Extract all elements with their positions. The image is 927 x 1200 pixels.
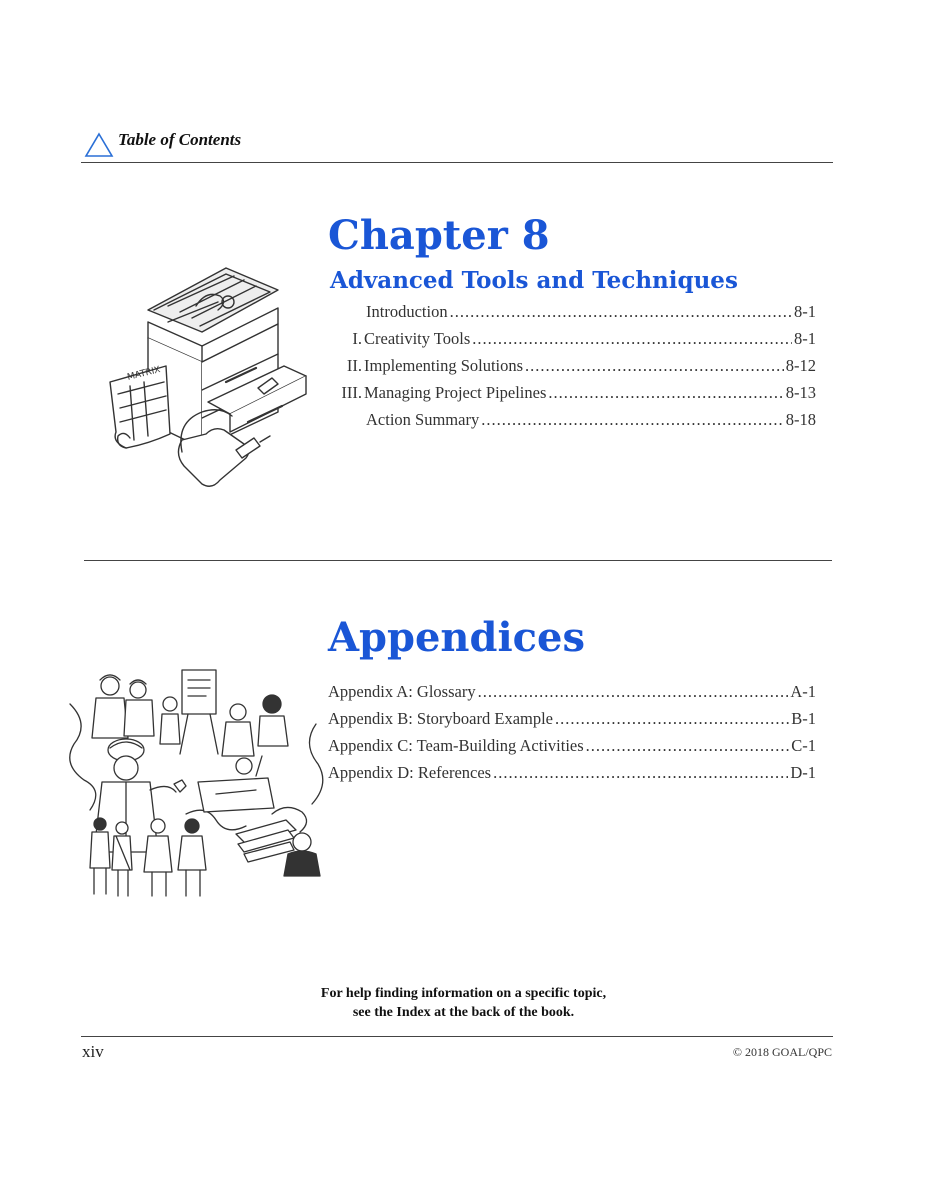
toc-leader — [586, 736, 790, 756]
triangle-outline-icon — [84, 132, 114, 158]
toc-entry-number: III. — [341, 383, 362, 402]
toc-leader — [493, 763, 788, 783]
toc-entry-text: Appendix B: Storyboard Example — [328, 709, 554, 728]
toc-entry-page: A-1 — [790, 682, 816, 701]
toc-entry-managing-project-pipelines[interactable] — [328, 383, 816, 410]
appendices-toc — [328, 682, 816, 790]
toc-entry-text: Action Summary — [366, 410, 480, 429]
toc-entry-page: 8-1 — [794, 329, 816, 348]
team-people-illustration — [66, 664, 328, 900]
chapter-subtitle: Advanced Tools and Techniques — [330, 267, 738, 294]
toc-leader — [525, 356, 784, 376]
toc-entry-number: I. — [352, 329, 362, 348]
chapter-toc — [328, 302, 816, 437]
index-note-line2: see the Index at the back of the book. — [352, 1005, 575, 1020]
page-number: xiv — [82, 1042, 104, 1061]
toolbox-illustration — [108, 262, 308, 490]
toc-leader — [450, 302, 792, 322]
toc-leader — [481, 410, 784, 430]
toc-entry-text: Appendix C: Team-Building Activities — [328, 736, 584, 755]
chapter-heading: Chapter 8 — [328, 212, 550, 259]
toc-entry-page: B-1 — [791, 709, 816, 728]
toc-entry-page: 8-18 — [785, 410, 816, 429]
toc-leader — [548, 383, 783, 403]
toc-entry-page: C-1 — [791, 736, 816, 755]
toc-entry-appendix-a[interactable] — [328, 682, 816, 709]
index-note-line1: For help finding information on a specific topic, — [320, 986, 607, 1001]
toc-leader — [555, 709, 789, 729]
index-note — [0, 984, 927, 1022]
toc-entry-text: Appendix A: Glossary — [328, 682, 476, 701]
header-title: Table of Contents — [118, 130, 242, 149]
toc-entry-action-summary[interactable] — [328, 410, 816, 437]
toc-entry-page: 8-1 — [794, 302, 816, 321]
toc-entry-text: Managing Project Pipelines — [364, 383, 547, 402]
toc-entry-text: Appendix D: References — [328, 763, 492, 782]
toc-entry-page: 8-13 — [785, 383, 816, 402]
footer-rule — [81, 1036, 833, 1037]
toc-entry-text: Implementing Solutions — [364, 356, 524, 375]
matrix-label: MATRIX — [126, 365, 162, 383]
toc-leader — [472, 329, 792, 349]
toc-leader — [478, 682, 789, 702]
toc-entry-implementing-solutions[interactable] — [328, 356, 816, 383]
toc-entry-text: Introduction — [366, 302, 448, 321]
toc-entry-creativity-tools[interactable] — [328, 329, 816, 356]
toc-entry-page: 8-12 — [785, 356, 816, 375]
appendices-heading: Appendices — [328, 614, 585, 661]
header-rule — [81, 162, 833, 163]
toc-entry-appendix-c[interactable] — [328, 736, 816, 763]
toc-entry-text: Creativity Tools — [364, 329, 471, 348]
section-divider — [84, 560, 832, 561]
toc-entry-introduction[interactable] — [328, 302, 816, 329]
toc-entry-appendix-d[interactable] — [328, 763, 816, 790]
toc-entry-number: II. — [346, 356, 362, 375]
toc-entry-appendix-b[interactable] — [328, 709, 816, 736]
copyright: © 2018 GOAL/QPC — [732, 1045, 832, 1059]
toc-entry-page: D-1 — [790, 763, 816, 782]
